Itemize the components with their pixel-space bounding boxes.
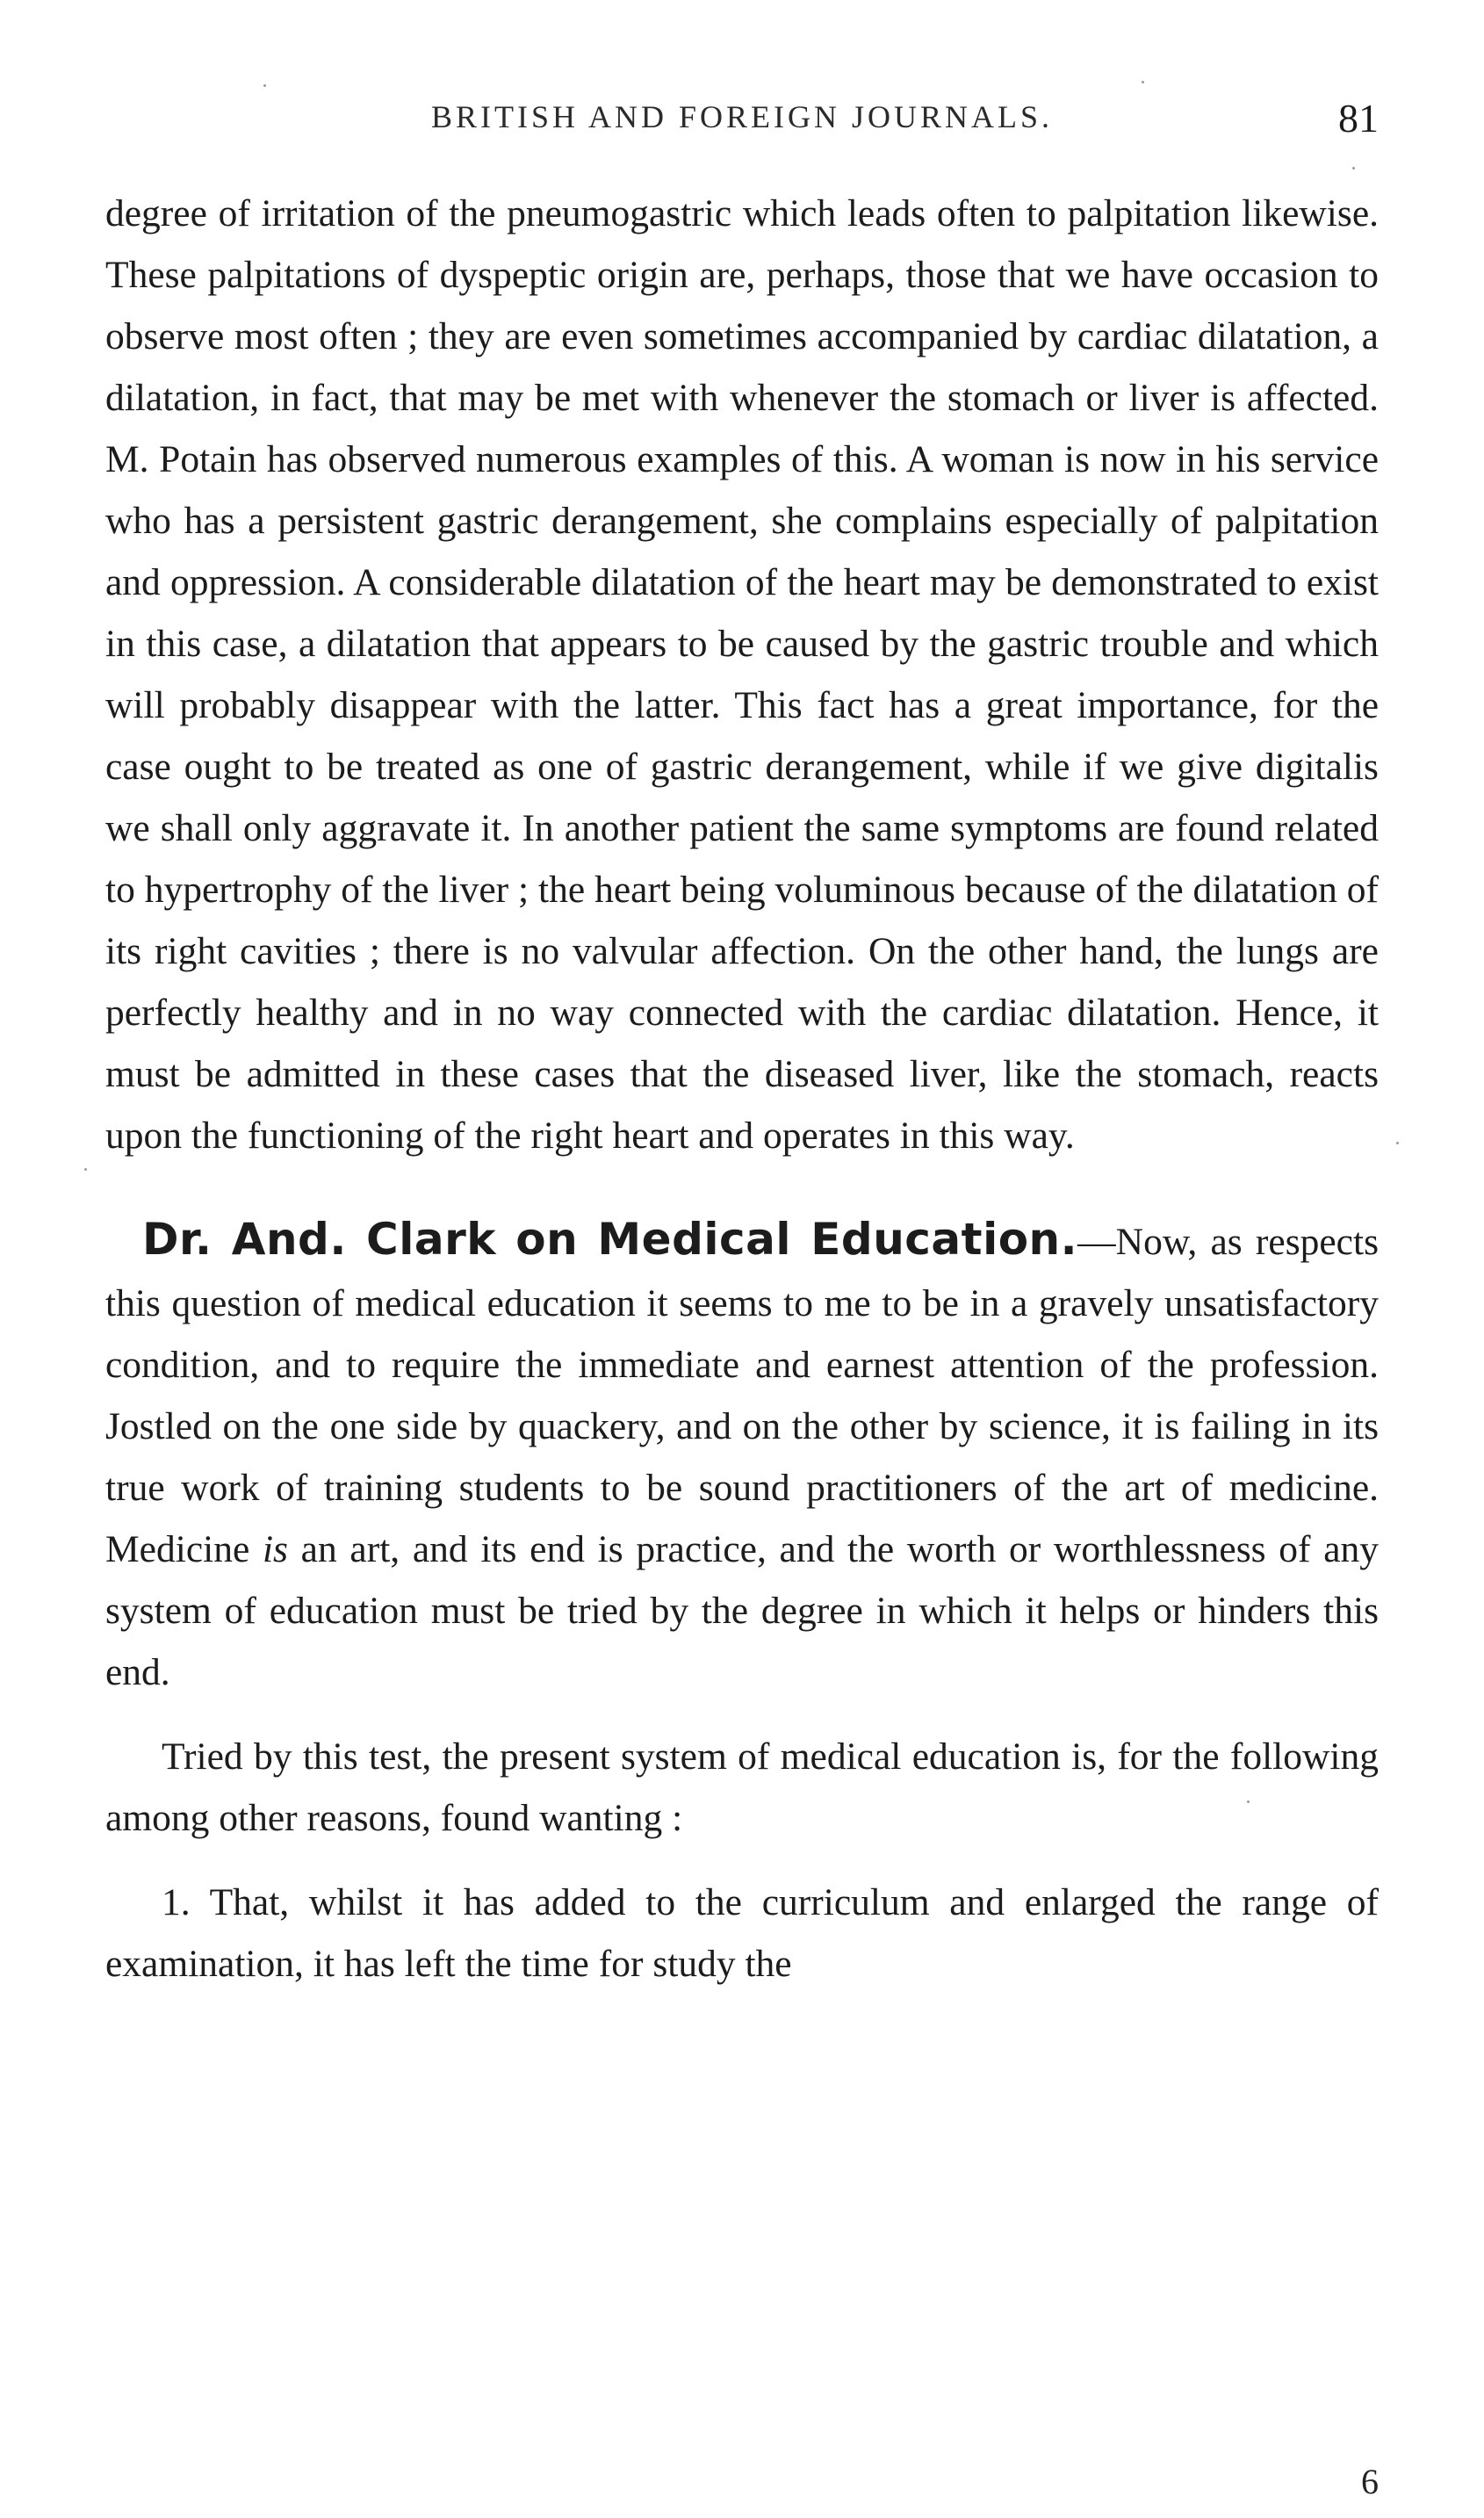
first-paragraph-end: an art, and its end is practice, and the worth or worthlessness of any system of education must be tried by the degree in which it helps or hinders this end.	[105, 1528, 1379, 1693]
paper-speck	[1396, 1142, 1399, 1144]
running-head	[105, 95, 1379, 148]
emphasis-word: is	[262, 1528, 288, 1570]
first-paragraph-text: Now, as respects this question of medical education it seems to me to be in a gravely unsatisfactory condition, and to require the immediate and earnest attention of the profession. Jostled on the one side by quackery, and on the other by science, it is failing in its true work of training students to be sound practitioners of the art of medicine. Medicine	[105, 1221, 1379, 1570]
paper-speck	[1247, 1800, 1250, 1803]
third-paragraph: 1. That, whilst it has added to the curriculum and enlarged the range of examination, it has left the time for study the	[105, 1881, 1379, 1985]
continuation-paragraph: degree of irritation of the pneumogastric which leads often to palpitation likewise. These palpitations of dyspeptic origin are, perhaps, those that we have occasion to observe most often ; they are even sometimes accompanied by cardiac dilatation, a dilatation, in fact, that may be met with whenever the stomach or liver is affected. M. Potain has observed numerous examples of this. A woman is now in his service who has a persistent gastric derangement, she complains especially of palpitation and oppression. A considerable dilatation of the heart may be demonstrated to exist in this case, a dilatation that appears to be caused by the gastric trouble and which will probably disappear with the latter. This fact has a great importance, for the case ought to be treated as one of gastric derangement, while if we give digitalis we shall only aggravate it. In another patient the same symptoms are found related to hypertrophy of the liver ; the heart being voluminous because of the dilatation of its right cavities ; there is no valvular affection. On the other hand, the lungs are perfectly healthy and in no way connected with the cardiac dilatation. Hence, it must be admitted in these cases that the diseased liver, like the stomach, reacts upon the functioning of the right heart and operates in this way.	[105, 192, 1379, 1157]
section-heading: Dr. And. Clark on Medical Education.	[142, 1214, 1078, 1265]
second-paragraph: Tried by this test, the present system of medical education is, for the following among other reasons, found wanting :	[105, 1735, 1379, 1839]
paper-speck	[84, 1168, 87, 1171]
page-number: 81	[1338, 96, 1379, 141]
section-first-paragraph	[105, 1208, 1379, 1703]
signature-mark: 6	[1361, 2462, 1379, 2501]
paper-speck	[1352, 167, 1355, 170]
body-text	[105, 183, 1379, 1995]
paper-speck	[263, 84, 266, 87]
heading-dash: —	[1077, 1221, 1116, 1263]
running-title: BRITISH AND FOREIGN JOURNALS.	[430, 99, 1054, 134]
paper-speck	[1142, 81, 1144, 83]
